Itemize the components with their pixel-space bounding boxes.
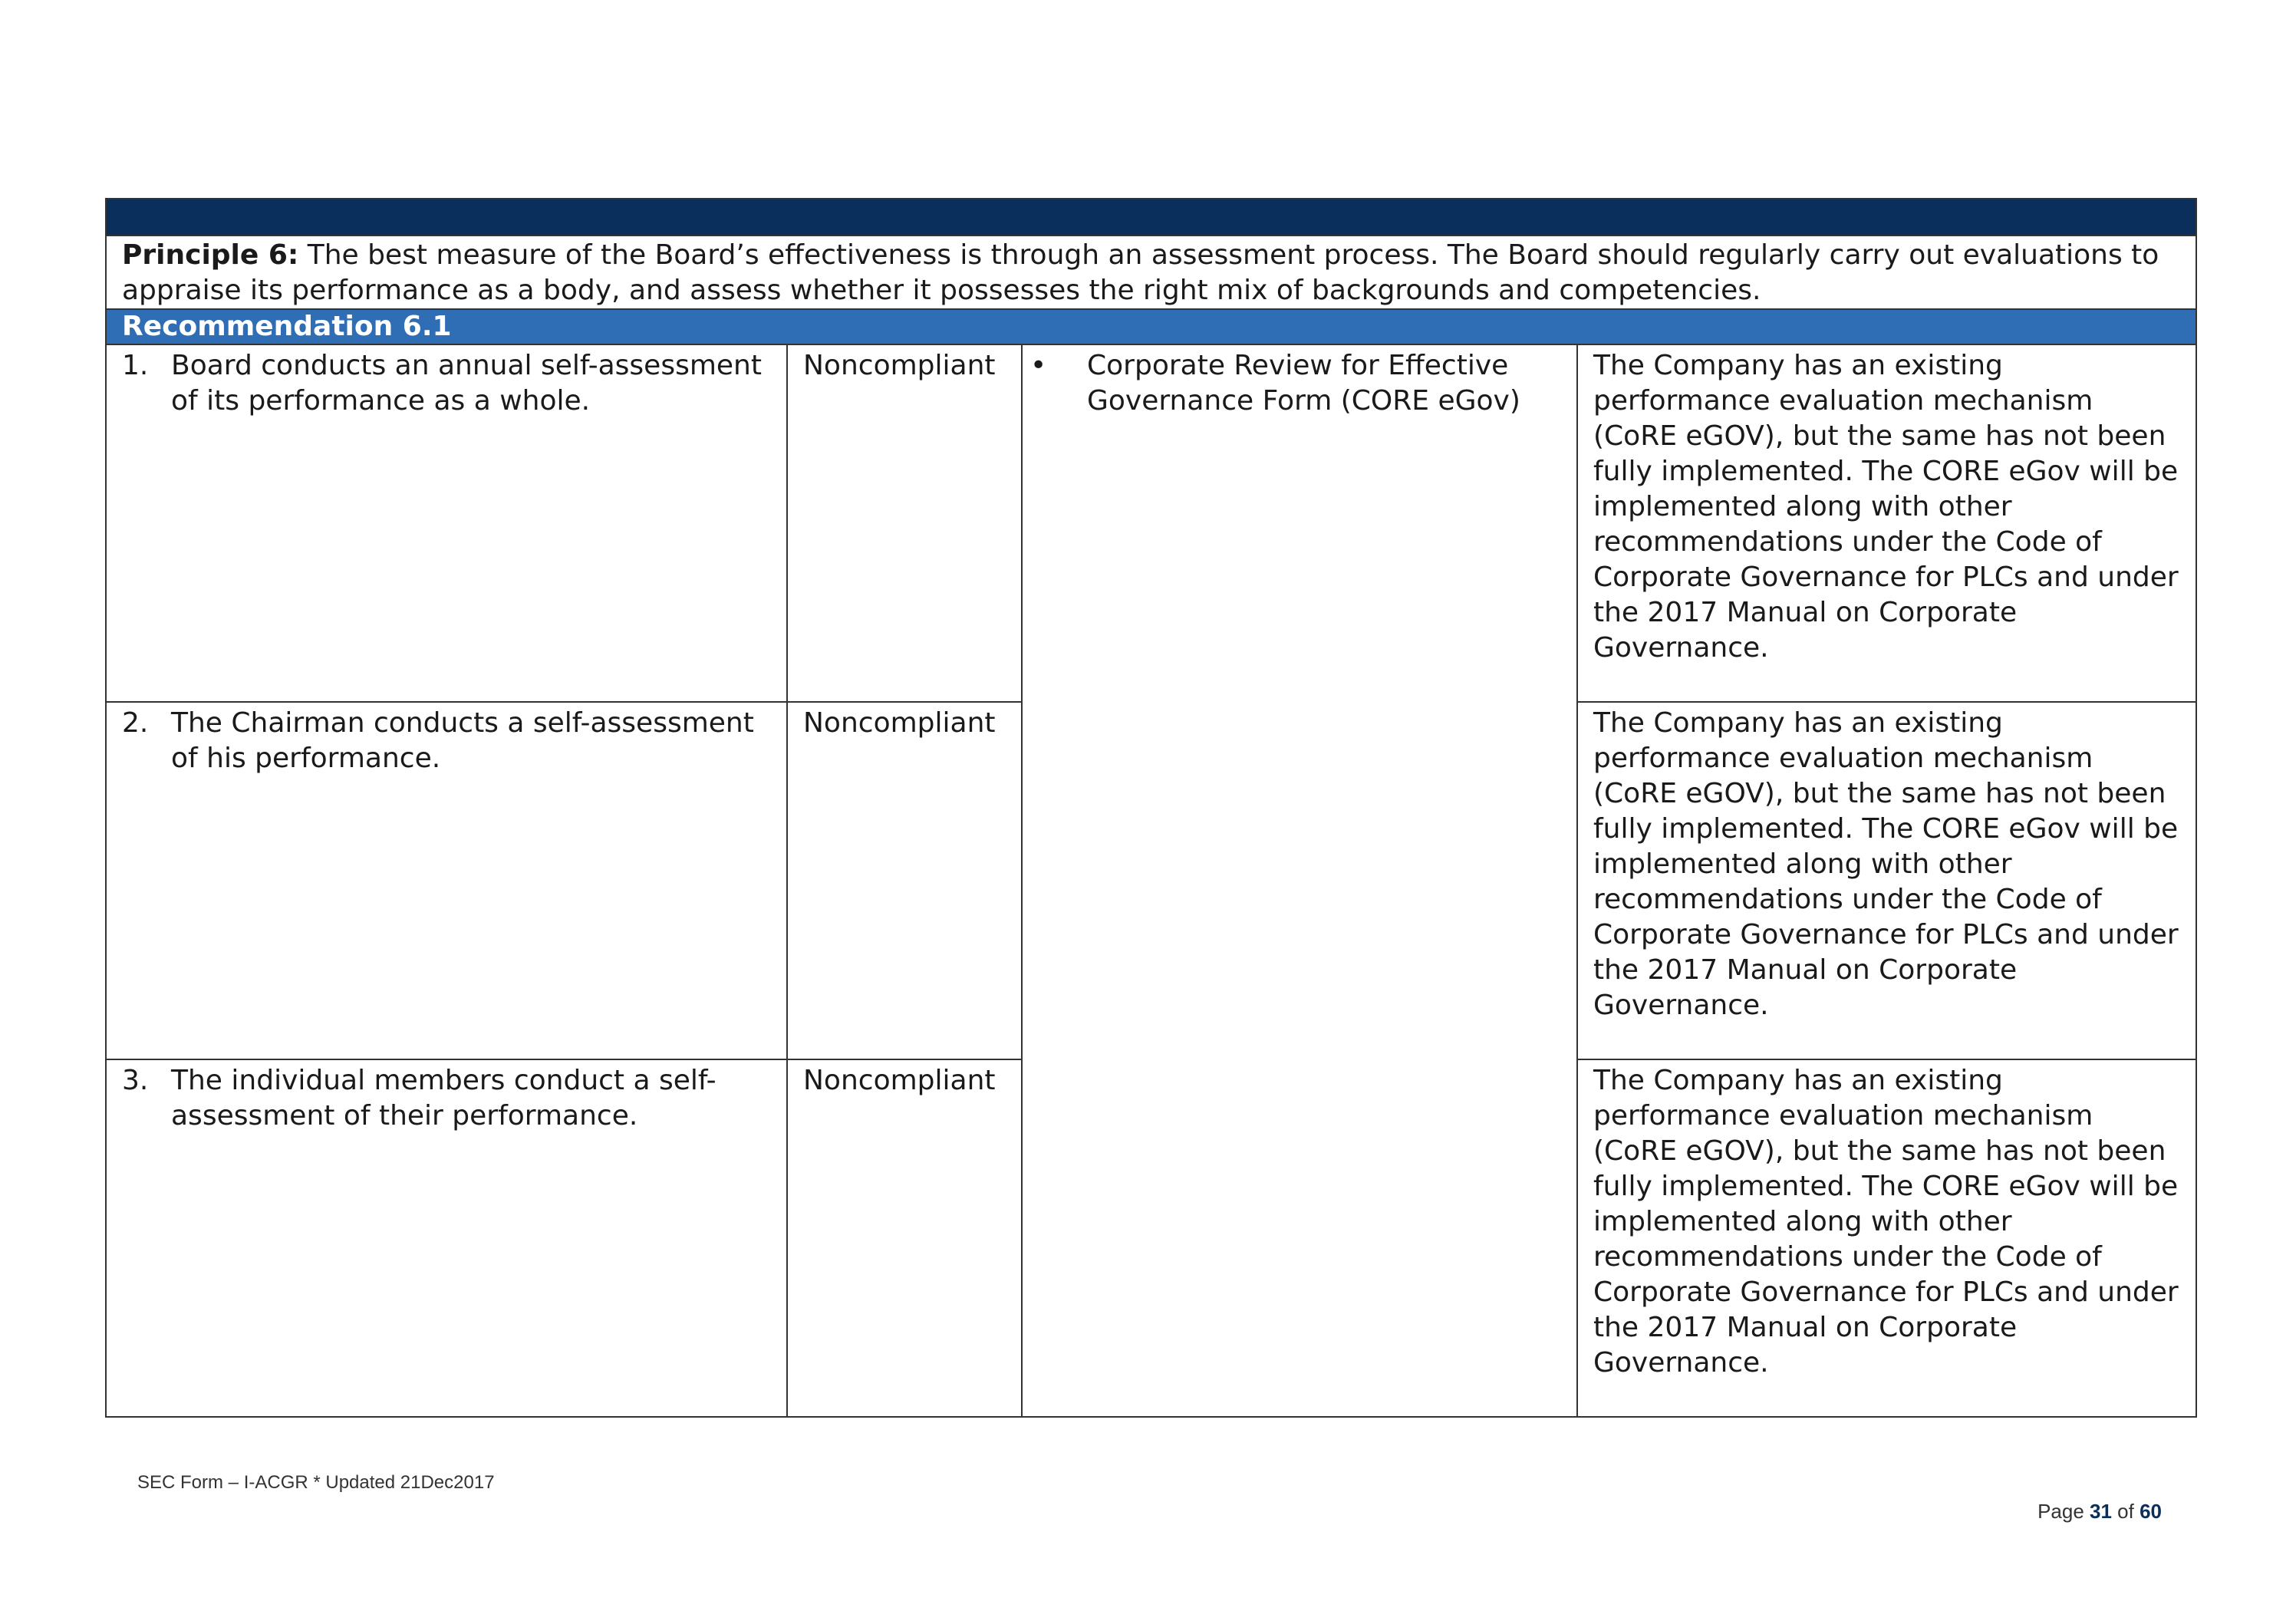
supporting-document-text: Corporate Review for Effective Governance Form (CORE eGov): [1087, 350, 1520, 417]
principle-label: Principle 6:: [122, 239, 299, 271]
page-total: 60: [2140, 1500, 2162, 1523]
page-number: [2037, 1500, 2162, 1524]
explanation: The Company has an existing performance evaluation mechanism (CoRE eGOV), but the same has not been fully implemented. The CORE eGov will be implemented along with other recommendations under the Code of Corporate Governance for PLCs and under the 2017 Manual on Corporate Governance.: [1577, 1059, 2196, 1417]
item-number: 2.: [122, 707, 149, 739]
bullet-icon: •: [1030, 350, 1047, 381]
page-of: of: [2111, 1500, 2140, 1523]
compliance-status: Noncompliant: [787, 702, 1022, 1059]
explanation: The Company has an existing performance evaluation mechanism (CoRE eGOV), but the same has not been fully implemented. The CORE eGov will be implemented along with other recommendations under the Code of Corporate Governance for PLCs and under the 2017 Manual on Corporate Governance.: [1577, 344, 2196, 702]
item-text: The Chairman conducts a self-assessment of his performance.: [171, 707, 754, 774]
item-number: 1.: [122, 350, 149, 381]
page-prefix: Page: [2037, 1500, 2090, 1523]
recommendation-item: [106, 702, 787, 1059]
table-header-bar: [106, 199, 2196, 236]
recommendation-item: [106, 1059, 787, 1417]
compliance-status: Noncompliant: [787, 344, 1022, 702]
supporting-document: [1022, 344, 1577, 1417]
page-current: 31: [2090, 1500, 2112, 1523]
explanation: The Company has an existing performance evaluation mechanism (CoRE eGOV), but the same has not been fully implemented. The CORE eGov will be implemented along with other recommendations under the Code of Corporate Governance for PLCs and under the 2017 Manual on Corporate Governance.: [1577, 702, 2196, 1059]
recommendation-title: Recommendation 6.1: [106, 309, 2196, 344]
recommendation-item: [106, 344, 787, 702]
item-text: The individual members conduct a self-assessment of their performance.: [171, 1065, 716, 1132]
footer-form-label: SEC Form – I-ACGR * Updated 21Dec2017: [137, 1472, 495, 1493]
item-text: Board conducts an annual self-assessment of its performance as a whole.: [171, 350, 762, 417]
item-number: 3.: [122, 1065, 149, 1096]
compliance-status: Noncompliant: [787, 1059, 1022, 1417]
table-row: [106, 344, 2196, 702]
governance-compliance-table: [105, 198, 2197, 1418]
principle-statement: [106, 236, 2196, 309]
principle-text: The best measure of the Board’s effectiveness is through an assessment process. The Board should regularly carry out evaluations to appraise its performance as a body, and assess whether it possesses the right mix of backgrounds and competencies.: [122, 239, 2159, 306]
